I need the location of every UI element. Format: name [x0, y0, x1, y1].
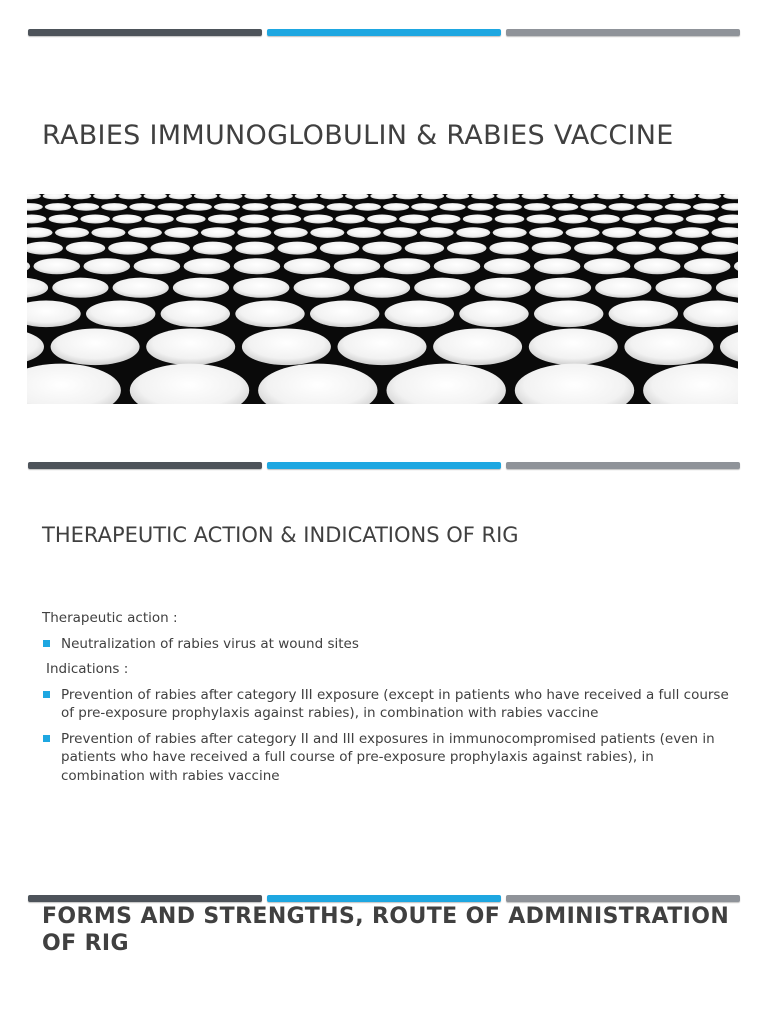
disc-shape [84, 258, 131, 274]
disc-shape [420, 227, 454, 238]
disc-shape [130, 364, 249, 404]
list-item [42, 730, 732, 786]
disc-shape [552, 203, 578, 211]
white-discs-image [27, 194, 738, 404]
disc-shape [237, 227, 271, 238]
disc-shape [310, 301, 379, 328]
disc-shape [27, 278, 48, 298]
disc-shape [484, 258, 531, 274]
disc-shape [258, 364, 377, 404]
disc-shape [27, 203, 43, 211]
disc-shape [161, 301, 230, 328]
disc-shape [298, 203, 324, 211]
disc-shape [55, 227, 89, 238]
disc-shape [134, 258, 181, 274]
disc-shape [634, 258, 681, 274]
disc-shape [144, 215, 174, 224]
disc-shape [590, 215, 620, 224]
disc-shape [383, 227, 417, 238]
disc-shape [234, 258, 281, 274]
disc-shape [624, 329, 713, 366]
list-item-text: Neutralization of rabies virus at wound sites [61, 635, 359, 652]
disc-shape [34, 258, 81, 274]
disc-shape [355, 203, 381, 211]
disc-shape [193, 242, 232, 255]
disc-shape [151, 242, 190, 255]
disc-shape [529, 227, 563, 238]
disc-shape [146, 329, 235, 366]
disc-shape [176, 215, 206, 224]
disc-shape [456, 227, 490, 238]
disc-shape [622, 194, 645, 199]
indications-list [42, 686, 732, 786]
disc-shape [186, 203, 212, 211]
disc-shape [675, 227, 709, 238]
disc-shape [214, 203, 240, 211]
disc-shape [93, 194, 116, 199]
disc-shape [129, 203, 155, 211]
disc-shape [648, 194, 671, 199]
disc-shape [495, 215, 525, 224]
disc-shape [68, 194, 91, 199]
disc-shape [327, 203, 353, 211]
disc-shape [459, 301, 528, 328]
hero-image [27, 194, 738, 404]
slide-body [42, 609, 732, 792]
list-item [42, 635, 732, 654]
accent-bar-gray [506, 29, 740, 36]
disc-shape [173, 278, 229, 298]
disc-shape [320, 242, 359, 255]
disc-shape [338, 329, 427, 366]
disc-shape [574, 242, 613, 255]
disc-shape [284, 258, 331, 274]
disc-shape [27, 227, 53, 238]
disc-shape [665, 203, 691, 211]
disc-shape [529, 329, 618, 366]
disc-shape [73, 203, 99, 211]
disc-shape [572, 194, 595, 199]
disc-shape [201, 227, 235, 238]
disc-shape [701, 242, 738, 255]
disc-shape [595, 278, 651, 298]
disc-shape [654, 215, 684, 224]
disc-shape [278, 242, 317, 255]
disc-shape [158, 203, 184, 211]
accent-bar-gray [506, 895, 740, 902]
disc-shape [27, 364, 121, 404]
disc-shape [534, 258, 581, 274]
disc-shape [584, 258, 631, 274]
disc-shape [294, 278, 350, 298]
disc-shape [49, 215, 79, 224]
disc-shape [235, 301, 304, 328]
disc-shape [468, 203, 494, 211]
disc-shape [534, 301, 603, 328]
disc-shape [493, 227, 527, 238]
disc-shape [489, 242, 528, 255]
disc-shape [446, 194, 469, 199]
disc-shape [27, 258, 30, 274]
list-item-text: Prevention of rabies after category II and III exposures in immunocompromised patients (even in patients who have received a full course of pre-exposure prophylaxis against rabies), in combination with rabies vaccine [61, 730, 715, 784]
disc-shape [643, 364, 738, 404]
disc-shape [447, 242, 486, 255]
disc-shape [164, 227, 198, 238]
disc-shape [723, 194, 738, 199]
disc-shape [639, 227, 673, 238]
disc-shape [405, 242, 444, 255]
disc-shape [475, 278, 531, 298]
disc-shape [184, 258, 231, 274]
disc-shape [558, 215, 588, 224]
disc-shape [609, 203, 635, 211]
disc-shape [566, 227, 600, 238]
disc-shape [233, 278, 289, 298]
list-item-text: Prevention of rabies after category III exposure (except in patients who have received a full course of pre-exposure prophylaxis against rabies), in combination with rabies vaccine [61, 686, 729, 721]
disc-shape [91, 227, 125, 238]
therapeutic-action-list [42, 635, 732, 654]
disc-shape [27, 242, 63, 255]
list-item [42, 686, 732, 723]
disc-shape [602, 227, 636, 238]
disc-shape [535, 278, 591, 298]
bullet-square-icon [43, 691, 50, 698]
disc-shape [431, 215, 461, 224]
disc-shape [622, 215, 652, 224]
disc-shape [597, 194, 620, 199]
disc-shape [421, 194, 444, 199]
disc-shape [720, 329, 738, 366]
disc-shape [169, 194, 192, 199]
disc-shape [414, 278, 470, 298]
disc-shape [128, 227, 162, 238]
disc-shape [144, 194, 167, 199]
disc-shape [496, 203, 522, 211]
slide-title: FORMS AND STRENGTHS, ROUTE OF ADMINISTRATION OF RIG [42, 904, 730, 956]
disc-shape [734, 258, 738, 274]
disc-shape [434, 258, 481, 274]
disc-shape [637, 203, 663, 211]
disc-shape [242, 329, 331, 366]
disc-shape [411, 203, 437, 211]
disc-shape [194, 194, 217, 199]
header-accent-bars [28, 29, 740, 36]
bullet-square-icon [43, 640, 50, 647]
header-accent-bars [28, 895, 740, 902]
disc-shape [370, 194, 393, 199]
slide-title: THERAPEUTIC ACTION & INDICATIONS OF RIG [42, 523, 519, 547]
disc-shape [673, 194, 696, 199]
disc-shape [524, 203, 550, 211]
disc-shape [240, 215, 270, 224]
disc-shape [27, 301, 81, 328]
disc-shape [118, 194, 141, 199]
disc-shape [270, 194, 293, 199]
slide-title: RABIES IMMUNOGLOBULIN & RABIES VACCINE [42, 120, 674, 151]
disc-shape [718, 215, 738, 224]
disc-shape [80, 215, 110, 224]
bullet-square-icon [43, 735, 50, 742]
disc-shape [684, 258, 731, 274]
disc-shape [320, 194, 343, 199]
disc-shape [362, 242, 401, 255]
disc-shape [208, 215, 238, 224]
accent-bar-dark [28, 462, 262, 469]
disc-shape [27, 215, 46, 224]
disc-shape [385, 301, 454, 328]
disc-shape [272, 215, 302, 224]
disc-shape [270, 203, 296, 211]
disc-shape [113, 278, 169, 298]
disc-shape [52, 278, 108, 298]
disc-shape [399, 215, 429, 224]
disc-shape [51, 329, 140, 366]
disc-shape [384, 258, 431, 274]
disc-shape [693, 203, 719, 211]
disc-shape [527, 215, 557, 224]
disc-shape [471, 194, 494, 199]
disc-shape [347, 227, 381, 238]
disc-shape [86, 301, 155, 328]
disc-shape [354, 278, 410, 298]
disc-shape [345, 194, 368, 199]
disc-shape [609, 301, 678, 328]
disc-shape [310, 227, 344, 238]
accent-bar-dark [28, 895, 262, 902]
header-accent-bars [28, 462, 740, 469]
disc-shape [108, 242, 147, 255]
disc-shape [335, 215, 365, 224]
disc-shape [659, 242, 698, 255]
disc-shape [515, 364, 634, 404]
disc-shape [66, 242, 105, 255]
accent-bar-blue [267, 895, 501, 902]
indications-label: Indications : [46, 661, 129, 677]
disc-shape [244, 194, 267, 199]
therapeutic-action-label: Therapeutic action : [42, 610, 178, 626]
disc-shape [721, 203, 738, 211]
disc-shape [580, 203, 606, 211]
disc-shape [45, 203, 71, 211]
accent-bar-blue [267, 29, 501, 36]
disc-shape [547, 194, 570, 199]
disc-shape [334, 258, 381, 274]
disc-shape [656, 278, 712, 298]
disc-shape [27, 194, 41, 199]
disc-shape [235, 242, 274, 255]
disc-shape [496, 194, 519, 199]
disc-shape [463, 215, 493, 224]
disc-shape [101, 203, 127, 211]
disc-shape [43, 194, 66, 199]
disc-shape [27, 329, 44, 366]
disc-shape [112, 215, 142, 224]
disc-shape [712, 227, 739, 238]
disc-shape [522, 194, 545, 199]
disc-shape [304, 215, 334, 224]
disc-shape [387, 364, 506, 404]
accent-bar-dark [28, 29, 262, 36]
disc-shape [219, 194, 242, 199]
accent-bar-gray [506, 462, 740, 469]
disc-shape [439, 203, 465, 211]
disc-shape [242, 203, 268, 211]
disc-shape [367, 215, 397, 224]
disc-shape [396, 194, 419, 199]
disc-shape [433, 329, 522, 366]
disc-shape [295, 194, 318, 199]
disc-shape [716, 278, 738, 298]
disc-shape [616, 242, 655, 255]
disc-shape [274, 227, 308, 238]
disc-shape [698, 194, 721, 199]
disc-shape [683, 301, 738, 328]
disc-shape [686, 215, 716, 224]
disc-shape [383, 203, 409, 211]
accent-bar-blue [267, 462, 501, 469]
disc-shape [532, 242, 571, 255]
